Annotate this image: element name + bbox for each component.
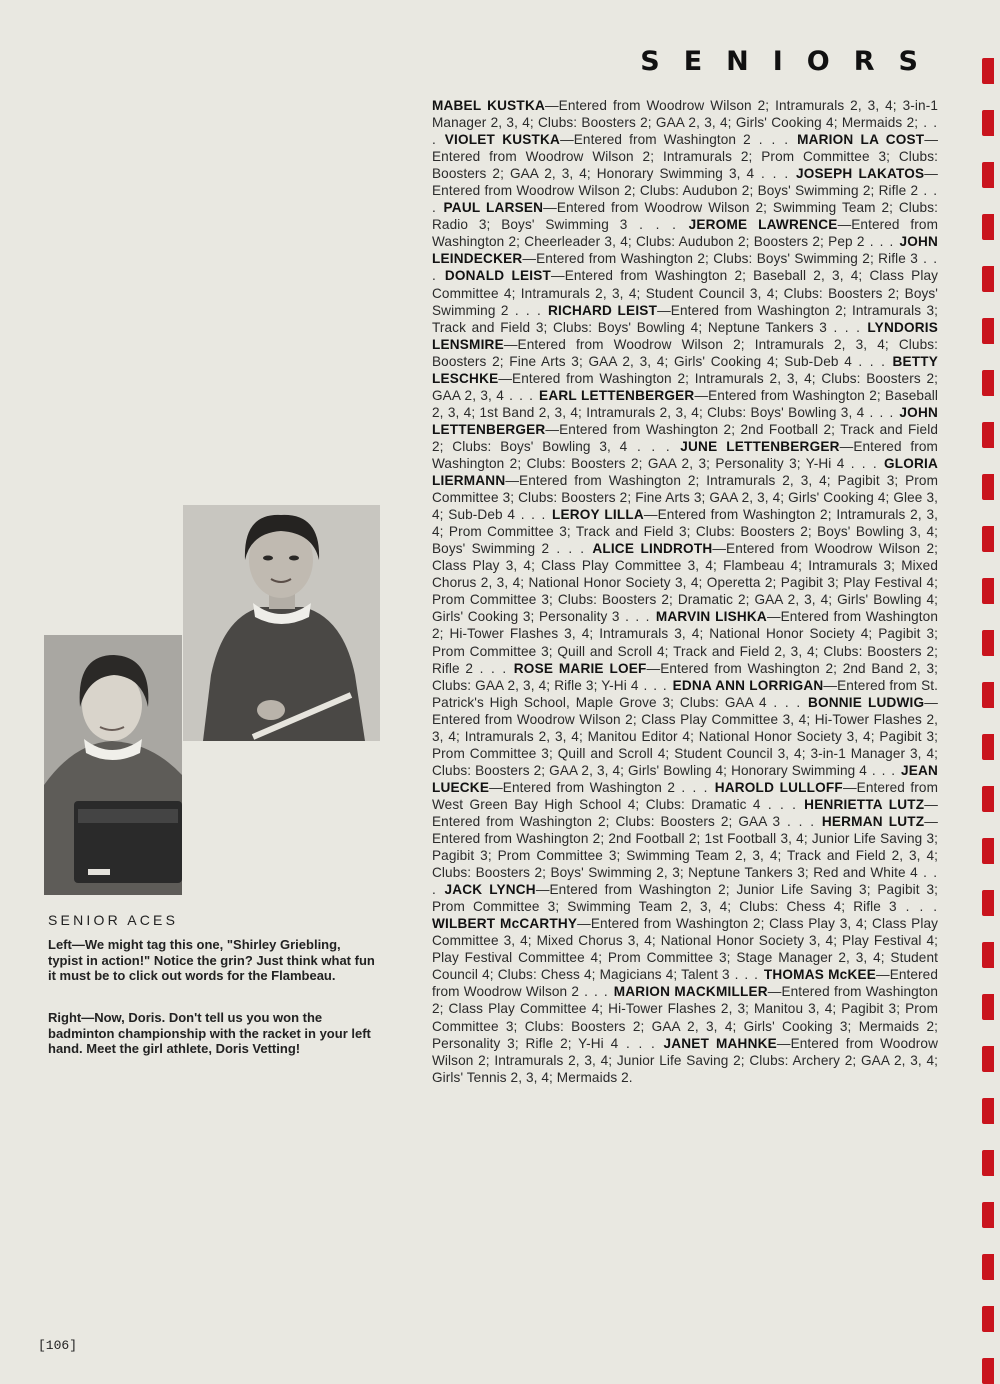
senior-name: EARL LETTENBERGER [539, 387, 695, 403]
senior-activities: —Entered from Woodrow Wilson 2; Intramurals 2, 3, 4; Clubs: Boosters 2; Fine Arts 3; GAA 2, 3, 4; Girls' Cooking 4; Sub-Deb 4 [432, 336, 938, 369]
senior-activities: —Entered from Washington 2; Intramurals 3; Track and Field 3; Clubs: Boys' Bowling 4; Neptune Tankers 3 [432, 302, 939, 335]
binding-tab [982, 994, 994, 1020]
senior-name: RICHARD LEIST [548, 302, 658, 318]
senior-name: HERMAN LUTZ [821, 813, 925, 829]
page-number: [106] [38, 1338, 78, 1353]
binding-tab [982, 474, 994, 500]
binding-tab [982, 1098, 994, 1124]
senior-name: JEAN LUECKE [432, 762, 939, 795]
senior-name: BONNIE LUDWIG [807, 694, 925, 710]
binding-tab [982, 162, 994, 188]
entry-separator: . . . [508, 302, 548, 318]
binding-tab [982, 630, 994, 656]
entry-separator: . . . [760, 796, 805, 812]
senior-activities: —Entered from Woodrow Wilson 2 [432, 967, 939, 1000]
senior-name: LEROY LILLA [551, 507, 644, 523]
binding-tab [982, 1150, 994, 1176]
binding-tab [982, 422, 994, 448]
entry-separator: . . . [503, 387, 540, 403]
senior-name: ROSE MARIE LOEF [513, 660, 647, 676]
entry-separator: . . . [826, 319, 868, 335]
binding-tab [982, 58, 994, 84]
senior-name: HENRIETTA LUTZ [804, 796, 925, 812]
senior-bio-text [432, 97, 938, 1086]
spiral-binding [978, 0, 1000, 1380]
senior-activities: —Entered from St. Patrick's High School, Maple Grove 3; Clubs: GAA 4 [432, 677, 938, 710]
senior-name: ALICE LINDROTH [592, 541, 713, 557]
senior-activities: —Entered from Washington 2 [489, 779, 675, 795]
senior-name: THOMAS McKEE [763, 967, 876, 983]
entry-separator: . . . [780, 813, 822, 829]
senior-activities: —Entered from Washington 2; Intramurals 2, 3, 4; Pagibit 3; Prom Committee 3; Clubs: Boosters 2; Fine Arts 3; GAA 2, 3, 4; Girls' Cooking 4; Glee 3, 4; Sub-Deb 4 [432, 473, 938, 523]
entry-separator: . . . [766, 694, 808, 710]
senior-activities: —Entered from Washington 2; Clubs: Boosters 2; GAA 3 [432, 796, 938, 829]
entry-separator: . . . [432, 251, 938, 284]
binding-tab [982, 1306, 994, 1332]
photo-doris-vetting [183, 505, 380, 741]
senior-name: MABEL KUSTKA [432, 98, 545, 113]
entry-separator: . . . [864, 404, 900, 420]
senior-name: MARION LA COST [797, 132, 925, 148]
photo-shirley-griebling [44, 635, 182, 895]
senior-activities: —Entered from Washington 2; Clubs: Boosters 2; GAA 2, 3; Personality 3; Y-Hi 4 [432, 438, 938, 471]
binding-tab [982, 942, 994, 968]
binding-tab [982, 786, 994, 812]
entry-separator: . . . [864, 234, 900, 250]
entry-separator: . . . [729, 967, 764, 983]
binding-tab [982, 682, 994, 708]
binding-tab [982, 110, 994, 136]
senior-activities: —Entered from West Green Bay High School 4; Clubs: Dramatic 4 [432, 779, 938, 812]
entry-separator: . . . [627, 438, 681, 454]
binding-tab [982, 578, 994, 604]
senior-name: EDNA ANN LORRIGAN [672, 677, 824, 693]
entry-separator: . . . [674, 779, 715, 795]
entry-separator: . . . [473, 660, 514, 676]
senior-name: JANET MAHNKE [663, 1035, 777, 1051]
senior-name: GLORIA LIERMANN [432, 455, 938, 489]
senior-activities: —Entered from Washington 2; Intramurals 2, 3, 4; Prom Committee 3; Track and Field 3; Clubs: Boosters 2; Boys' Bowling 3, 4; Boys' Swimming 2 [432, 507, 938, 557]
senior-activities: —Entered from Washington 2; Clubs: Boys' Swimming 2; Rifle 3 [522, 251, 918, 267]
senior-activities: —Entered from Washington 2; 2nd Football 2; 1st Football 3, 4; Junior Life Saving 3; Pagibit 3; Prom Committee 3; Swimming Team 2, 3, 4; Track and Field 2, 3, 4; Clubs: Boosters 2; Boys' Swimming 2, 3; Neptune Tankers 3; Red and White 4 [432, 813, 938, 881]
senior-activities: —Entered from Woodrow Wilson 2; Swimming Team 2; Clubs: Radio 3; Boys' Swimming 3 [432, 200, 938, 233]
entry-separator: . . . [515, 507, 552, 523]
entry-separator: . . . [618, 1035, 664, 1051]
entry-separator: . . . [844, 455, 884, 471]
senior-activities: —Entered from Washington 2; Baseball 2, 3, 4; Class Play Committee 4; Intramurals 2, 3, 4; Student Council 3, 4; Clubs: Boosters 2; Boys' Swimming 2 [432, 268, 938, 318]
caption-right-paragraph: Right—Now, Doris. Don't tell us you won the badminton championship with the racket in your left hand. Meet the girl athlete, Doris Vetting! [48, 1010, 371, 1057]
binding-tab [982, 1358, 994, 1384]
senior-name: MARVIN LISHKA [655, 609, 767, 625]
senior-activities: —Entered from Washington 2; Class Play 3, 4; Class Play Committee 3, 4; Mixed Chorus 3, 4; National Honor Society 3, 4; Play Festival 4; Play Festival Committee 4; Prom Committee 3; Stage Manager 2, 3, 4; Student Council 4; Clubs: Chess 4; Magicians 4; Talent 3 [432, 916, 938, 983]
senior-activities: —Entered from Washington 2; Class Play Committee 4; Hi-Tower Flashes 2, 3; Manitou 3, 4; Pagibit 3; Prom Committee 3; Clubs: Boosters 2; GAA 2, 3, 4; Girls' Cooking 3; Mermaids 2; Personality 3; Rifle 2; Y-Hi 4 [432, 984, 938, 1051]
entry-separator: . . . [579, 984, 614, 1000]
senior-activities: —Entered from Woodrow Wilson 2; Class Play Committee 3, 4; Hi-Tower Flashes 2, 3, 4; Intramurals 2, 3, 4; Manitou Editor 4; National Honor Society 3, 4; Pagibit 3; Prom Committee 3; Quill and Scroll 4; Student Council 3, 4; 3-in-1 Manager 3, 4; Clubs: Boosters 2; GAA 2, 3, 4; Girls' Bowling 4; Honorary Swimming 4 [432, 694, 938, 778]
senior-activities: —Entered from Woodrow Wilson 2; Intramurals 2; Prom Committee 3; Clubs: Boosters 2; GAA 2, 3, 4; Honorary Swimming 3, 4 [432, 132, 939, 182]
page-title: SENIORS [640, 46, 942, 77]
senior-name: DONALD LEIST [444, 268, 552, 284]
binding-tab [982, 214, 994, 240]
entry-separator: . . . [866, 762, 901, 778]
senior-name: WILBERT McCARTHY [432, 916, 578, 932]
binding-tab [982, 838, 994, 864]
caption-title: SENIOR ACES [48, 912, 179, 928]
senior-name: JOHN LEINDECKER [432, 234, 939, 267]
senior-activities: —Entered from Woodrow Wilson 2; Clubs: Audubon 2; Boys' Swimming 2; Rifle 2 [432, 166, 938, 199]
senior-name: JACK LYNCH [444, 882, 536, 898]
entry-separator: . . . [896, 899, 938, 915]
senior-activities: —Entered from Woodrow Wilson 2; Intramurals 2, 3, 4; 3-in-1 Manager 2, 3, 4; Clubs: Boosters 2; GAA 2, 3, 4; Girls' Cooking 4; Mermaids 2; [432, 98, 938, 131]
binding-tab [982, 1202, 994, 1228]
binding-tab [982, 1046, 994, 1072]
binding-tab [982, 526, 994, 552]
binding-tab [982, 266, 994, 292]
senior-name: JEROME LAWRENCE [688, 217, 838, 233]
senior-activities: —Entered from Washington 2; Intramurals 2, 3, 4; Clubs: Boosters 2; GAA 2, 3, 4 [432, 370, 938, 403]
entry-separator: . . . [432, 865, 938, 898]
senior-activities: —Entered from Washington 2; Baseball 2, 3, 4; 1st Band 2, 3, 4; Intramurals 2, 3, 4; Clubs: Boys' Bowling 3, 4 [432, 387, 938, 420]
entry-separator: . . . [549, 541, 593, 557]
senior-activities: —Entered from Washington 2; Cheerleader 3, 4; Clubs: Audubon 2; Boosters 2; Pep 2 [432, 217, 938, 250]
senior-activities: —Entered from Washington 2; 2nd Band 2, 3; Clubs: GAA 2, 3, 4; Rifle 3; Y-Hi 4 [432, 660, 939, 693]
senior-activities: —Entered from Washington 2; 2nd Football 2; Track and Field 2; Clubs: Boys' Bowling 3, 4 [432, 421, 938, 454]
senior-activities: —Entered from Washington 2; Junior Life Saving 3; Pagibit 3; Prom Committee 3; Swimming Team 2, 3, 4; Clubs: Chess 4; Rifle 3 [432, 882, 938, 915]
senior-activities: —Entered from Woodrow Wilson 2; Intramurals 2, 3, 4; Junior Life Saving 2; Clubs: Archery 2; GAA 2, 3, 4; Girls' Tennis 2, 3, 4; Mermaids 2. [432, 1035, 938, 1085]
entry-separator: . . . [619, 609, 656, 625]
senior-name: JOSEPH LAKATOS [796, 166, 925, 182]
entry-separator: . . . [432, 183, 938, 216]
entry-separator: . . . [432, 115, 939, 148]
senior-activities: —Entered from Washington 2 [560, 132, 751, 148]
binding-tab [982, 734, 994, 760]
binding-tab [982, 318, 994, 344]
entry-separator: . . . [851, 353, 893, 369]
binding-tab [982, 1254, 994, 1280]
entry-separator: . . . [627, 217, 689, 233]
caption-left-paragraph: Left—We might tag this one, "Shirley Griebling, typist in action!" Notice the grin? Just think what fun it must be to click out words for the Flambeau. [48, 937, 375, 984]
senior-activities: —Entered from Woodrow Wilson 2; Class Play 3, 4; Class Play Committee 3, 4; Flambeau 4; Intramurals 3; Mixed Chorus 2, 3, 4; National Honor Society 3, 4; Operetta 2; Pagibit 3; Play Festival 4; Prom Committee 3; Clubs: Boosters 2; Dramatic 2; GAA 2, 3, 4; Girls' Bowling 4; Girls' Cooking 3; Personality 3 [432, 541, 938, 625]
senior-name: JOHN LETTENBERGER [432, 404, 938, 437]
senior-name: VIOLET KUSTKA [444, 132, 561, 148]
senior-name: PAUL LARSEN [443, 200, 544, 216]
senior-name: MARION MACKMILLER [613, 984, 768, 1000]
binding-tab [982, 890, 994, 916]
senior-name: BETTY LESCHKE [432, 353, 939, 386]
senior-name: HAROLD LULLOFF [714, 779, 843, 795]
senior-name: LYNDORIS LENSMIRE [432, 319, 939, 352]
senior-activities: —Entered from Washington 2; Hi-Tower Flashes 3, 4; Intramurals 3, 4; National Honor Society 4; Pagibit 3; Prom Committee 3; Quill and Scroll 4; Track and Field 2, 3, 4; Clubs: Boosters 2; Rifle 2 [432, 609, 938, 676]
entry-separator: . . . [638, 677, 673, 693]
binding-tab [982, 370, 994, 396]
senior-name: JUNE LETTENBERGER [680, 438, 840, 454]
entry-separator: . . . [750, 132, 798, 148]
entry-separator: . . . [754, 166, 796, 182]
